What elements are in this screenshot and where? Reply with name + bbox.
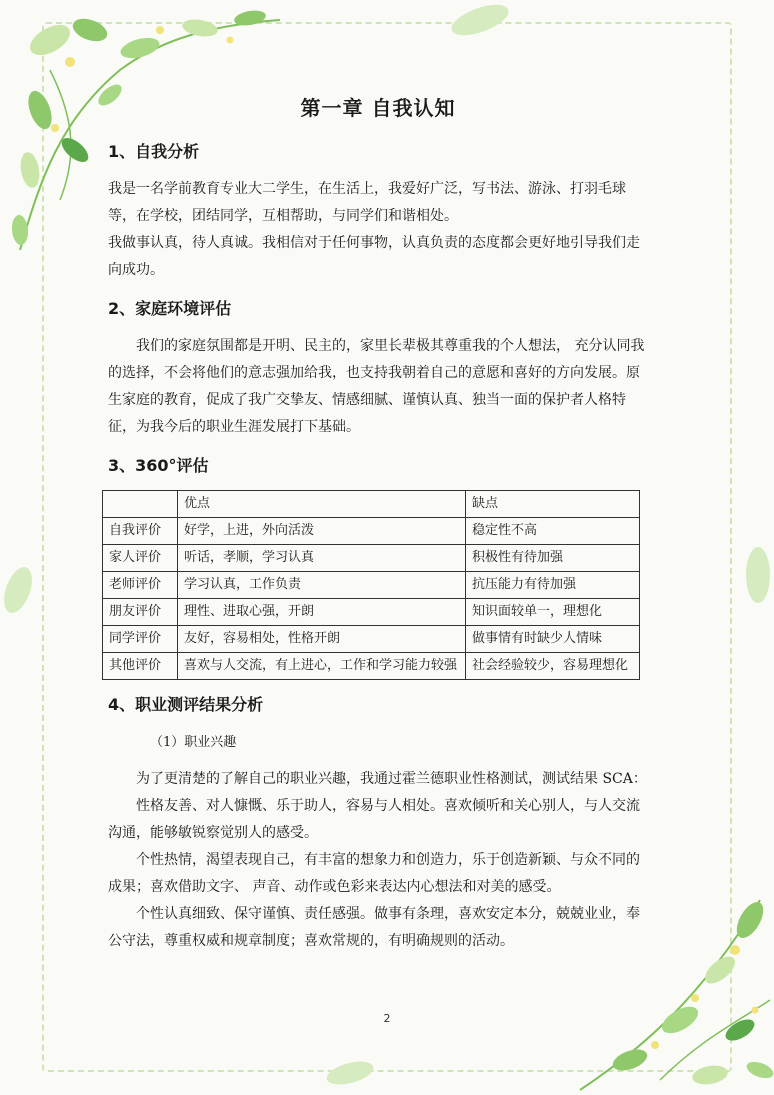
table-cell: 家人评价 xyxy=(103,545,178,572)
section-heading-career-test: 4、职业测评结果分析 xyxy=(108,695,264,714)
section-heading-360: 3、360°评估 xyxy=(108,456,209,475)
paragraph: 为了更清楚的了解自己的职业兴趣，我通过霍兰德职业性格测试，测试结果 SCA： xyxy=(136,771,647,787)
table-cell: 喜欢与人交流，有上进心，工作和学习能力较强 xyxy=(178,653,466,680)
table-cell: 自我评价 xyxy=(103,518,178,545)
table-cell: 知识面较单一，理想化 xyxy=(466,599,640,626)
page-number: 2 xyxy=(383,1012,391,1025)
table-cell: 社会经验较少，容易理想化 xyxy=(466,653,640,680)
table-cell: 理性、进取心强，开朗 xyxy=(178,599,466,626)
table-row xyxy=(103,653,640,680)
chapter-title: 第一章 自我认知 xyxy=(300,96,456,120)
section-heading-family: 2、家庭环境评估 xyxy=(108,299,232,318)
table-cell: 老师评价 xyxy=(103,572,178,599)
paragraph: 性格友善、对人慷慨、乐于助人，容易与人相处。喜欢倾听和关心别人，与人交流沟通，能够敏锐察觉别人的感受。 xyxy=(108,798,640,841)
table-cell: 听话，孝顺，学习认真 xyxy=(178,545,466,572)
section-heading-self-analysis: 1、自我分析 xyxy=(108,142,200,161)
table-row xyxy=(103,599,640,626)
table-row xyxy=(103,572,640,599)
table-header-cell: 缺点 xyxy=(466,491,640,518)
table-header-row xyxy=(103,491,640,518)
table-row xyxy=(103,626,640,653)
subheading-career-interest: （1）职业兴趣 xyxy=(150,735,237,750)
table-header-cell xyxy=(103,491,178,518)
table-cell: 朋友评价 xyxy=(103,599,178,626)
table-cell: 好学，上进，外向活泼 xyxy=(178,518,466,545)
table-cell: 做事情有时缺少人情味 xyxy=(466,626,640,653)
document-body xyxy=(108,92,648,955)
paragraph: 个性热情，渴望表现自己，有丰富的想象力和创造力，乐于创造新颖、与众不同的成果；喜欢借助文字、 声音、动作或色彩来表达内心想法和对美的感受。 xyxy=(108,852,640,895)
table-cell: 抗压能力有待加强 xyxy=(466,572,640,599)
paragraph: 我们的家庭氛围都是开明、民主的，家里长辈极其尊重我的个人想法， 充分认同我的选择，不会将他们的意志强加给我，也支持我朝着自己的意愿和喜好的方向发展。原生家庭的教育，促成了我广交挚友、情感细腻、谨慎认真、独当一面的保护者人格特征，为我今后的职业生涯发展打下基础。 xyxy=(108,338,645,435)
table-cell: 其他评价 xyxy=(103,653,178,680)
table-cell: 学习认真，工作负责 xyxy=(178,572,466,599)
evaluation-table xyxy=(102,490,640,680)
paragraph: 我做事认真，待人真诚。我相信对于任何事物，认真负责的态度都会更好地引导我们走向成功。 xyxy=(108,235,640,278)
table-header-cell: 优点 xyxy=(178,491,466,518)
table-cell: 积极性有待加强 xyxy=(466,545,640,572)
table-cell: 同学评价 xyxy=(103,626,178,653)
paragraph: 我是一名学前教育专业大二学生，在生活上，我爱好广泛，写书法、游泳、打羽毛球等，在学校，团结同学，互相帮助，与同学们和谐相处。 xyxy=(108,181,626,224)
table-row xyxy=(103,518,640,545)
table-row xyxy=(103,545,640,572)
table-cell: 稳定性不高 xyxy=(466,518,640,545)
table-cell: 友好，容易相处，性格开朗 xyxy=(178,626,466,653)
leaf-right-icon xyxy=(730,540,774,610)
paragraph: 个性认真细致、保守谨慎、责任感强。做事有条理，喜欢安定本分，兢兢业业，奉公守法，尊重权威和规章制度；喜欢常规的，有明确规则的活动。 xyxy=(108,906,640,949)
